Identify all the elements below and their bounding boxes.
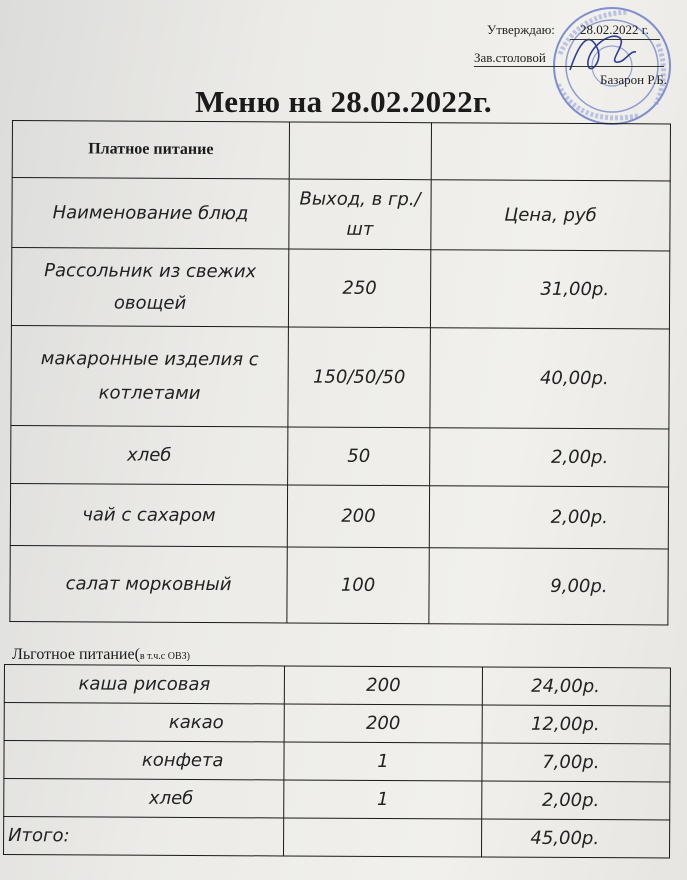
dish-yield: 200 [284, 666, 482, 705]
dish-name: салат морковный [10, 545, 287, 622]
table-row [4, 665, 670, 706]
signature-line [570, 39, 660, 40]
dish-yield: 1 [284, 742, 482, 781]
benefit-label-note: в т.ч.с ОВЗ) [139, 651, 190, 662]
column-header-row [12, 178, 670, 251]
dish-name: чай с сахаром [10, 483, 287, 546]
page-title: Меню на 28.02.2022г. [195, 84, 492, 119]
dish-price: 9,00р. [429, 548, 668, 625]
dish-price: 2,00р. [429, 486, 668, 549]
dish-price: 12,00р. [482, 705, 670, 744]
dish-yield: 200 [284, 704, 482, 743]
total-label: Итого: [4, 817, 284, 856]
total-value: 45,00р. [481, 819, 669, 858]
dish-yield: 100 [287, 547, 429, 624]
table-row [4, 741, 670, 782]
paid-menu-table [9, 120, 671, 625]
dish-yield: 50 [288, 427, 430, 486]
dish-yield: 250 [288, 249, 430, 328]
dish-yield: 200 [287, 485, 429, 548]
dish-name: макаронные изделия с котлетами [11, 325, 289, 426]
table-row [11, 325, 670, 428]
empty-cell [289, 122, 431, 180]
benefit-menu-table [3, 664, 671, 858]
dish-price: 40,00р. [430, 328, 670, 429]
dish-name: конфета [4, 741, 284, 780]
benefit-section-label [12, 646, 190, 664]
table-row [11, 248, 669, 329]
dish-price: 2,00р. [482, 781, 670, 820]
dish-name: Рассольник из свежих овощей [11, 248, 288, 327]
dish-price: 31,00р. [430, 250, 669, 329]
dish-price: 7,00р. [482, 743, 670, 782]
table-row [10, 483, 668, 548]
dish-price: 2,00р. [430, 428, 669, 487]
dish-name: какао [4, 703, 284, 742]
column-header-dish: Наименование блюд [12, 178, 289, 249]
dish-name: каша рисовая [4, 665, 284, 704]
table-row [4, 703, 670, 744]
table-header-row [12, 121, 670, 181]
table-row [4, 779, 670, 820]
dish-name: хлеб [4, 779, 284, 818]
table-row [11, 425, 669, 486]
benefit-label-text: Льготное питание( [12, 646, 140, 663]
paid-section-header: Платное питание [12, 121, 289, 179]
empty-cell [283, 818, 481, 857]
column-header-yield: Выход, в гр./шт [289, 179, 431, 250]
total-row [4, 817, 670, 858]
approval-name: Базарон Р.Б. [600, 72, 667, 87]
approval-role: Зав.столовой [474, 50, 546, 65]
approval-label: Утверждаю: [487, 22, 555, 37]
column-header-price: Цена, руб [431, 180, 670, 251]
signature-line [474, 66, 664, 67]
empty-cell [431, 123, 670, 181]
dish-price: 24,00р. [482, 667, 670, 706]
table-row [10, 545, 668, 624]
dish-name: хлеб [11, 425, 288, 484]
approval-date: 28.02.2022 г. [580, 22, 649, 37]
dish-yield: 1 [284, 780, 482, 819]
dish-yield: 150/50/50 [288, 327, 431, 428]
